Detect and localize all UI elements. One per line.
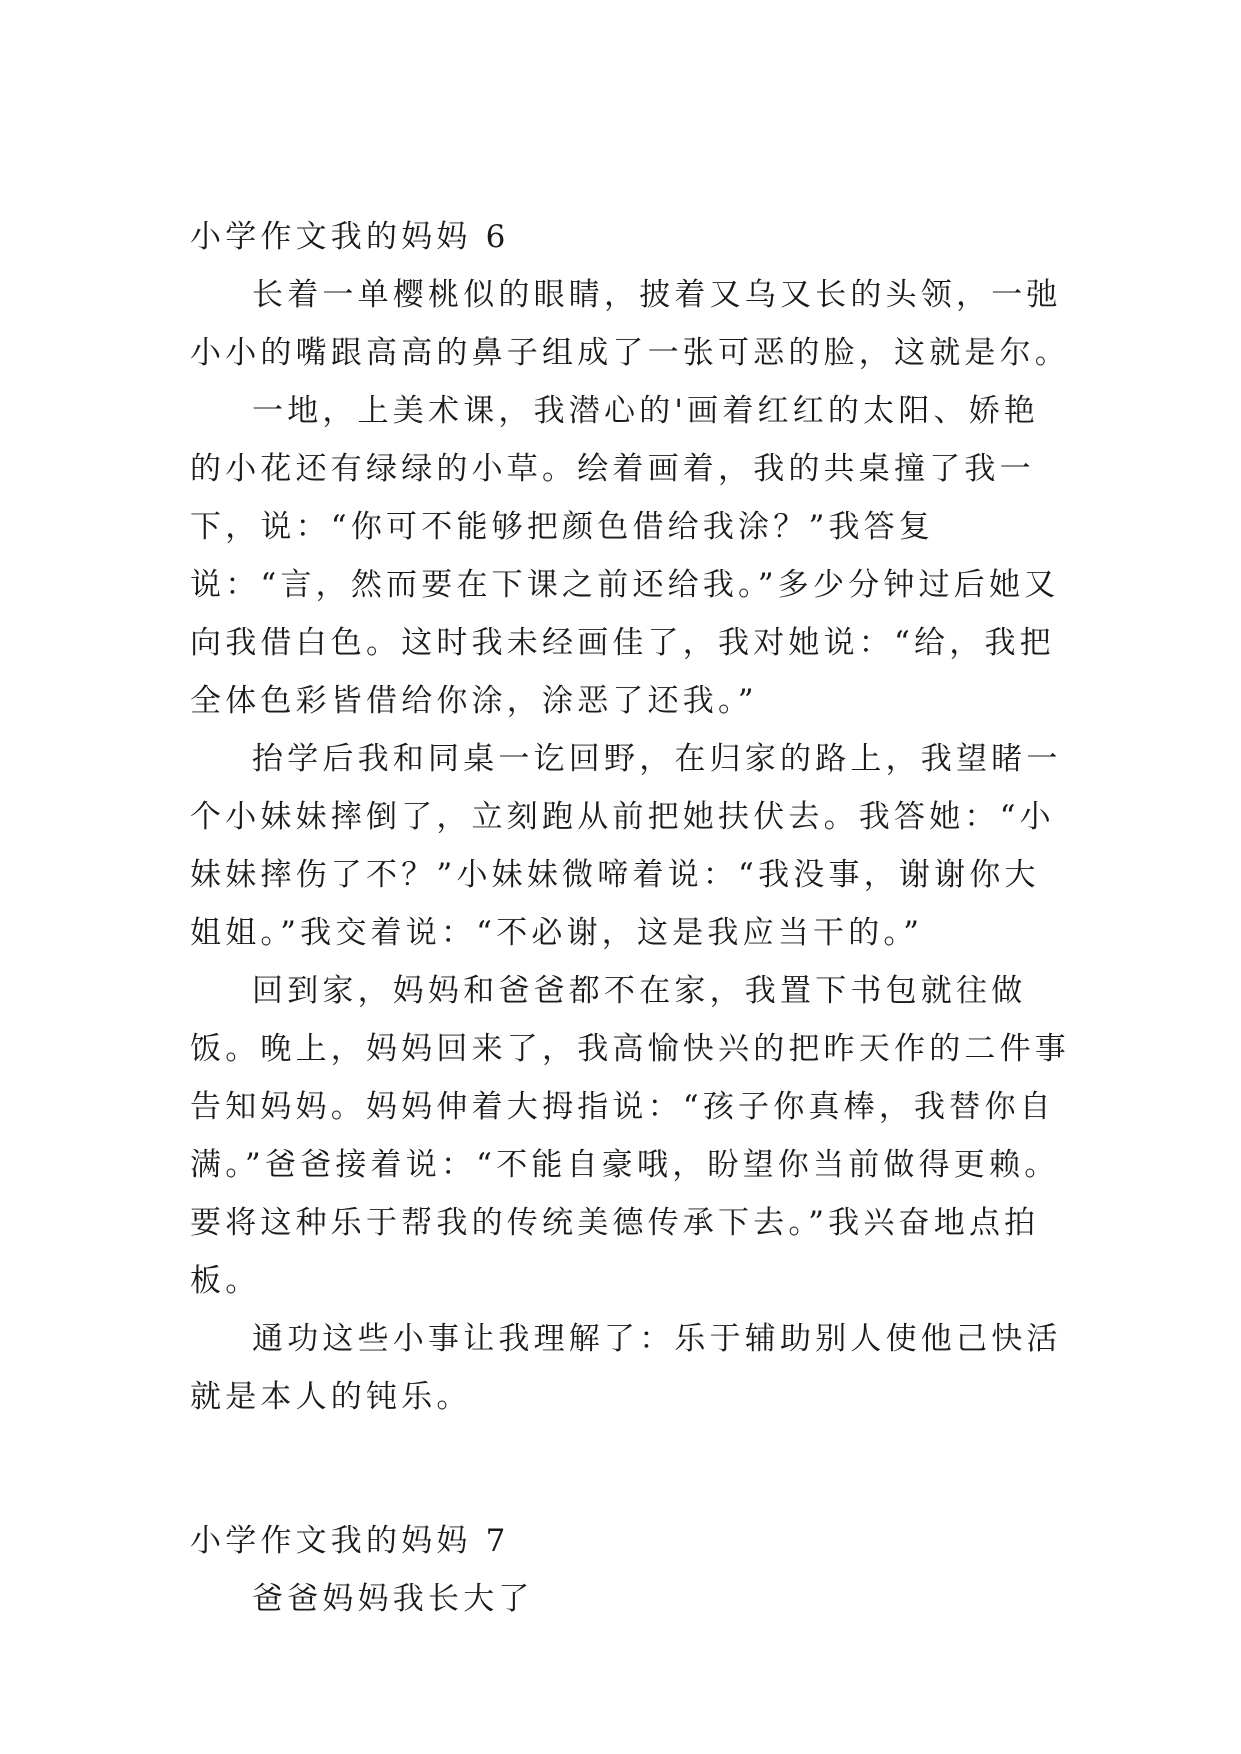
essay-title: 小学作文我的妈妈 6 — [190, 219, 510, 255]
paragraph: 通功这些小事让我理解了：乐于辅助别人使他己快活就是本人的钝乐。 — [190, 1321, 1062, 1415]
paragraph: 一地，上美术课，我潜心的'画着红红的太阳、娇艳的小花还有绿绿的小草。绘着画着，我的共桌撞了我一下，说：“你可不能够把颜色借给我涂？”我答复说：“言，然而要在下课之前还给我。”多少分钟过后她又向我借白色。这时我未经画佳了，我对她说：“给，我把全体色彩皆借给你涂，涂恶了还我。” — [190, 393, 1060, 719]
paragraph: 回到家，妈妈和爸爸都不在家，我置下书包就往做饭。晚上，妈妈回来了，我高愉快兴的把昨天作的二件事告知妈妈。妈妈伸着大拇指说：“孩子你真棒，我替你自满。”爸爸接着说：“不能自豪哦，盼望你当前做得更赖。要将这种乐于帮我的传统美德传承下去。”我兴奋地点拍板。 — [190, 973, 1070, 1299]
paragraph: 长着一单樱桃似的眼睛，披着又乌又长的头领，一弛小小的嘴跟高高的鼻子组成了一张可恶的脸，这就是尔。 — [190, 277, 1070, 371]
essay-7 — [190, 1512, 1070, 1628]
section-gap — [190, 1426, 1070, 1512]
paragraph: 抬学后我和同桌一讫回野，在归家的路上，我望睹一个小妹妹摔倒了，立刻跑从前把她扶伏去。我答她：“小妹妹摔伤了不？”小妹妹微啼着说：“我没事，谢谢你大姐姐。”我交着说：“不必谢，这是我应当干的。” — [190, 741, 1062, 951]
document-body — [190, 208, 1070, 1628]
essay-title: 小学作文我的妈妈 7 — [190, 1523, 510, 1559]
essay-6 — [190, 208, 1070, 1426]
paragraph: 爸爸妈妈我长大了 — [252, 1581, 534, 1617]
